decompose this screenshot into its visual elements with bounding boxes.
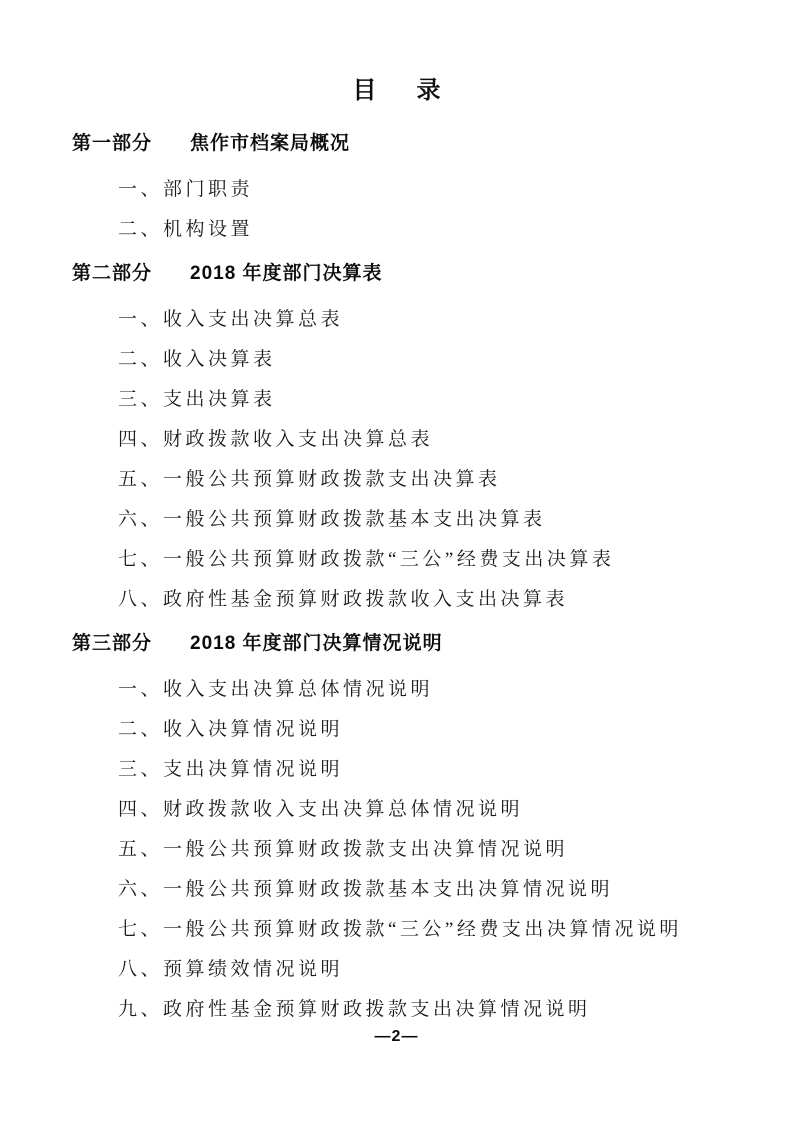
toc-item: 七、一般公共预算财政拨款“三公”经费支出决算情况说明 — [118, 919, 682, 940]
toc-item: 二、收入决算情况说明 — [118, 719, 344, 740]
toc-item: 五、一般公共预算财政拨款支出决算表 — [118, 469, 501, 490]
toc-item: 三、支出决算情况说明 — [118, 759, 344, 780]
toc-item: 四、财政拨款收入支出决算总表 — [118, 429, 434, 450]
section-heading-1 — [72, 130, 793, 158]
section-3-label: 第三部分 — [72, 633, 153, 654]
toc-item: 三、支出决算表 — [118, 389, 276, 410]
toc-item: 一、收入支出决算总体情况说明 — [118, 679, 434, 700]
page-number: —2— — [374, 1028, 419, 1045]
toc-item: 二、收入决算表 — [118, 349, 276, 370]
toc-item: 二、机构设置 — [118, 219, 254, 240]
section-heading-3 — [72, 630, 793, 658]
toc-item: 六、一般公共预算财政拨款基本支出决算情况说明 — [118, 879, 614, 900]
section-2-title: 2018 年度部门决算表 — [190, 263, 383, 284]
toc-item: 四、财政拨款收入支出决算总体情况说明 — [118, 799, 524, 820]
toc-item: 七、一般公共预算财政拨款“三公”经费支出决算表 — [118, 549, 615, 570]
section-3-title: 2018 年度部门决算情况说明 — [190, 633, 443, 654]
toc-item: 一、部门职责 — [118, 179, 254, 200]
toc-item: 九、政府性基金预算财政拨款支出决算情况说明 — [118, 999, 591, 1020]
section-2-label: 第二部分 — [72, 263, 153, 284]
toc-item: 六、一般公共预算财政拨款基本支出决算表 — [118, 509, 546, 530]
toc-item: 五、一般公共预算财政拨款支出决算情况说明 — [118, 839, 569, 860]
section-1-title: 焦作市档案局概况 — [190, 133, 351, 154]
section-1-label: 第一部分 — [72, 133, 153, 154]
toc-item: 八、预算绩效情况说明 — [118, 959, 344, 980]
toc-item: 一、收入支出决算总表 — [118, 309, 344, 330]
toc-item: 八、政府性基金预算财政拨款收入支出决算表 — [118, 589, 569, 610]
page-title: 目 录 — [352, 77, 449, 104]
section-heading-2 — [72, 260, 793, 288]
